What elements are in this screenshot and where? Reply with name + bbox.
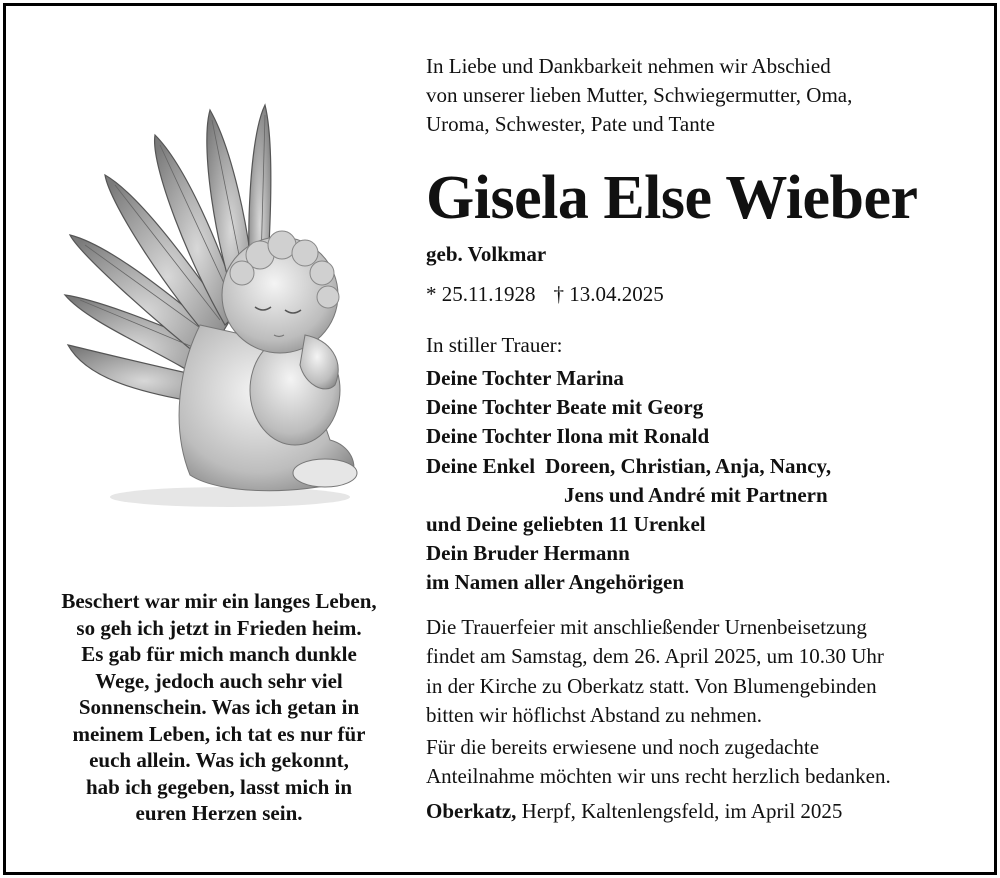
poem: [28, 588, 410, 827]
intro-line: In Liebe und Dankbarkeit nehmen wir Abschied: [426, 54, 831, 78]
poem-line: so geh ich jetzt in Frieden heim.: [76, 615, 362, 640]
signature-line: [426, 799, 842, 824]
birth-name: geb. Volkmar: [426, 242, 547, 266]
mourners-list: [426, 364, 831, 598]
thanks-text: [426, 733, 891, 792]
signature-place: Oberkatz,: [426, 799, 517, 823]
poem-line: euren Herzen sein.: [135, 801, 303, 825]
mourner-line: Dein Bruder Hermann: [426, 541, 630, 566]
poem-line: Sonnenschein. Was ich getan in: [78, 695, 360, 719]
thanks-line: Anteilnahme möchten wir uns recht herzlich bedanken.: [426, 764, 891, 789]
poem-line: Beschert war mir ein langes Leben,: [61, 589, 377, 613]
mourner-line: Deine Tochter Ilona mit Ronald: [426, 424, 710, 449]
intro-text: [426, 52, 852, 139]
deceased-name: Gisela Else Wieber: [426, 164, 918, 232]
grandchildren-names-cont: Jens und André mit Partnern: [564, 482, 828, 507]
thanks-line: Für die bereits erwiesene und noch zugedachte: [426, 735, 820, 759]
funeral-line: findet am Samstag, dem 26. April 2025, um 10.30 Uhr: [426, 644, 884, 669]
mourner-line: und Deine geliebten 11 Urenkel: [426, 512, 706, 537]
mourner-line: im Namen aller Angehörigen: [426, 570, 685, 595]
intro-line: von unserer lieben Mutter, Schwiegermutter, Oma,: [426, 83, 853, 107]
funeral-line: bitten wir höflichst Abstand zu nehmen.: [426, 702, 762, 727]
funeral-info: [426, 613, 884, 730]
intro-line: Uroma, Schwester, Pate und Tante: [426, 112, 715, 136]
life-dates: [426, 282, 664, 307]
mourner-line: Deine Tochter Beate mit Georg: [426, 395, 704, 420]
mourners-heading: In stiller Trauer:: [426, 333, 563, 357]
funeral-line: in der Kirche zu Oberkatz statt. Von Blumengebinden: [426, 673, 877, 698]
mourner-line: Deine Tochter Marina: [426, 366, 624, 390]
grandchildren-names: Doreen, Christian, Anja, Nancy,: [545, 453, 832, 478]
grandchildren-label: Deine Enkel: [426, 453, 536, 478]
poem-line: Wege, jedoch auch sehr viel: [95, 668, 343, 693]
poem-line: hab ich gegeben, lasst mich in: [85, 774, 353, 799]
birth-date: * 25.11.1928: [426, 282, 536, 306]
death-date: † 13.04.2025: [553, 282, 664, 306]
signature-rest: Herpf, Kaltenlengsfeld, im April 2025: [516, 799, 843, 823]
poem-line: euch allein. Was ich gekonnt,: [89, 748, 349, 772]
funeral-line: Die Trauerfeier mit anschließender Urnenbeisetzung: [426, 615, 867, 639]
grandchildren-line: [426, 452, 831, 481]
poem-line: Es gab für mich manch dunkle: [81, 642, 357, 666]
poem-line: meinem Leben, ich tat es nur für: [72, 721, 366, 746]
sleeping-angel-icon: [60, 95, 370, 515]
